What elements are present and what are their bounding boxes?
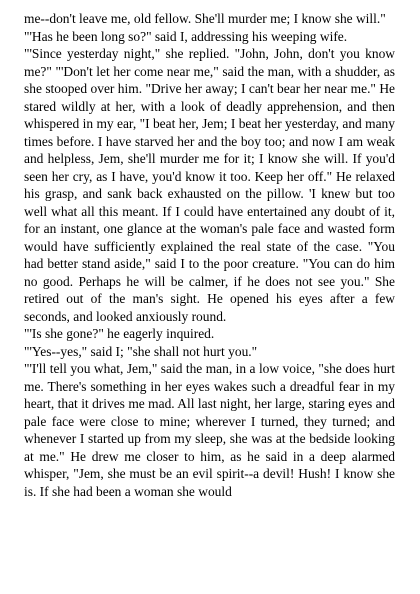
paragraph-6: "'I'll tell you what, Jem," said the man, in a low voice, "she does hurt me. There's something in her eyes wakes such a dreadful fear in my heart, that it drives me mad. All last night, her large, staring eyes and pale face were close to mine; wherever I turned, they turned; and whenever I started up from my sleep, she was at the bedside looking at me." He drew me closer to him, as he said in a deep alarmed whisper, "Jem, she must be an evil spirit--a devil! Hush! I know she is. If she had been a woman she would <box>24 361 395 499</box>
paragraph-5: "'Yes--yes," said I; "she shall not hurt you." <box>24 343 258 359</box>
paragraph-4: "'Is she gone?" he eagerly inquired. <box>24 326 215 341</box>
document-page <box>24 10 395 500</box>
paragraph-1: me--don't leave me, old fellow. She'll murder me; I know she will." <box>24 11 386 26</box>
paragraph-3: "'Since yesterday night," she replied. "John, John, don't you know me?" "'Don't let her come near me," said the man, with a shudder, as she stooped over him. "Drive her away; I can't bear her near me." He stared wildly at her, with a look of deadly apprehension, and then whispered in my ear, "I beat her, Jem; I beat her yesterday, and many times before. I have starved her and the boy too; and now I am weak and helpless, Jem, she'll murder me for it; I know she will. If you'd seen her cry, as I have, you'd know it too. Keep her off." He relaxed his grasp, and sank back exhausted on the pillow. 'I knew but too well what all this meant. If I could have entertained any doubt of it, for an instant, one glance at the woman's pale face and wasted form would have sufficiently explained the real state of the case. "You had better stand aside," said I to the poor creature. "You can do him no good. Perhaps he will be calmer, if he does not see you." She retired out of the man's sight. He opened his eyes after a few seconds, and looked anxiously round. <box>24 46 395 324</box>
paragraph-2: "'Has he been long so?" said I, addressing his weeping wife. <box>24 28 348 44</box>
